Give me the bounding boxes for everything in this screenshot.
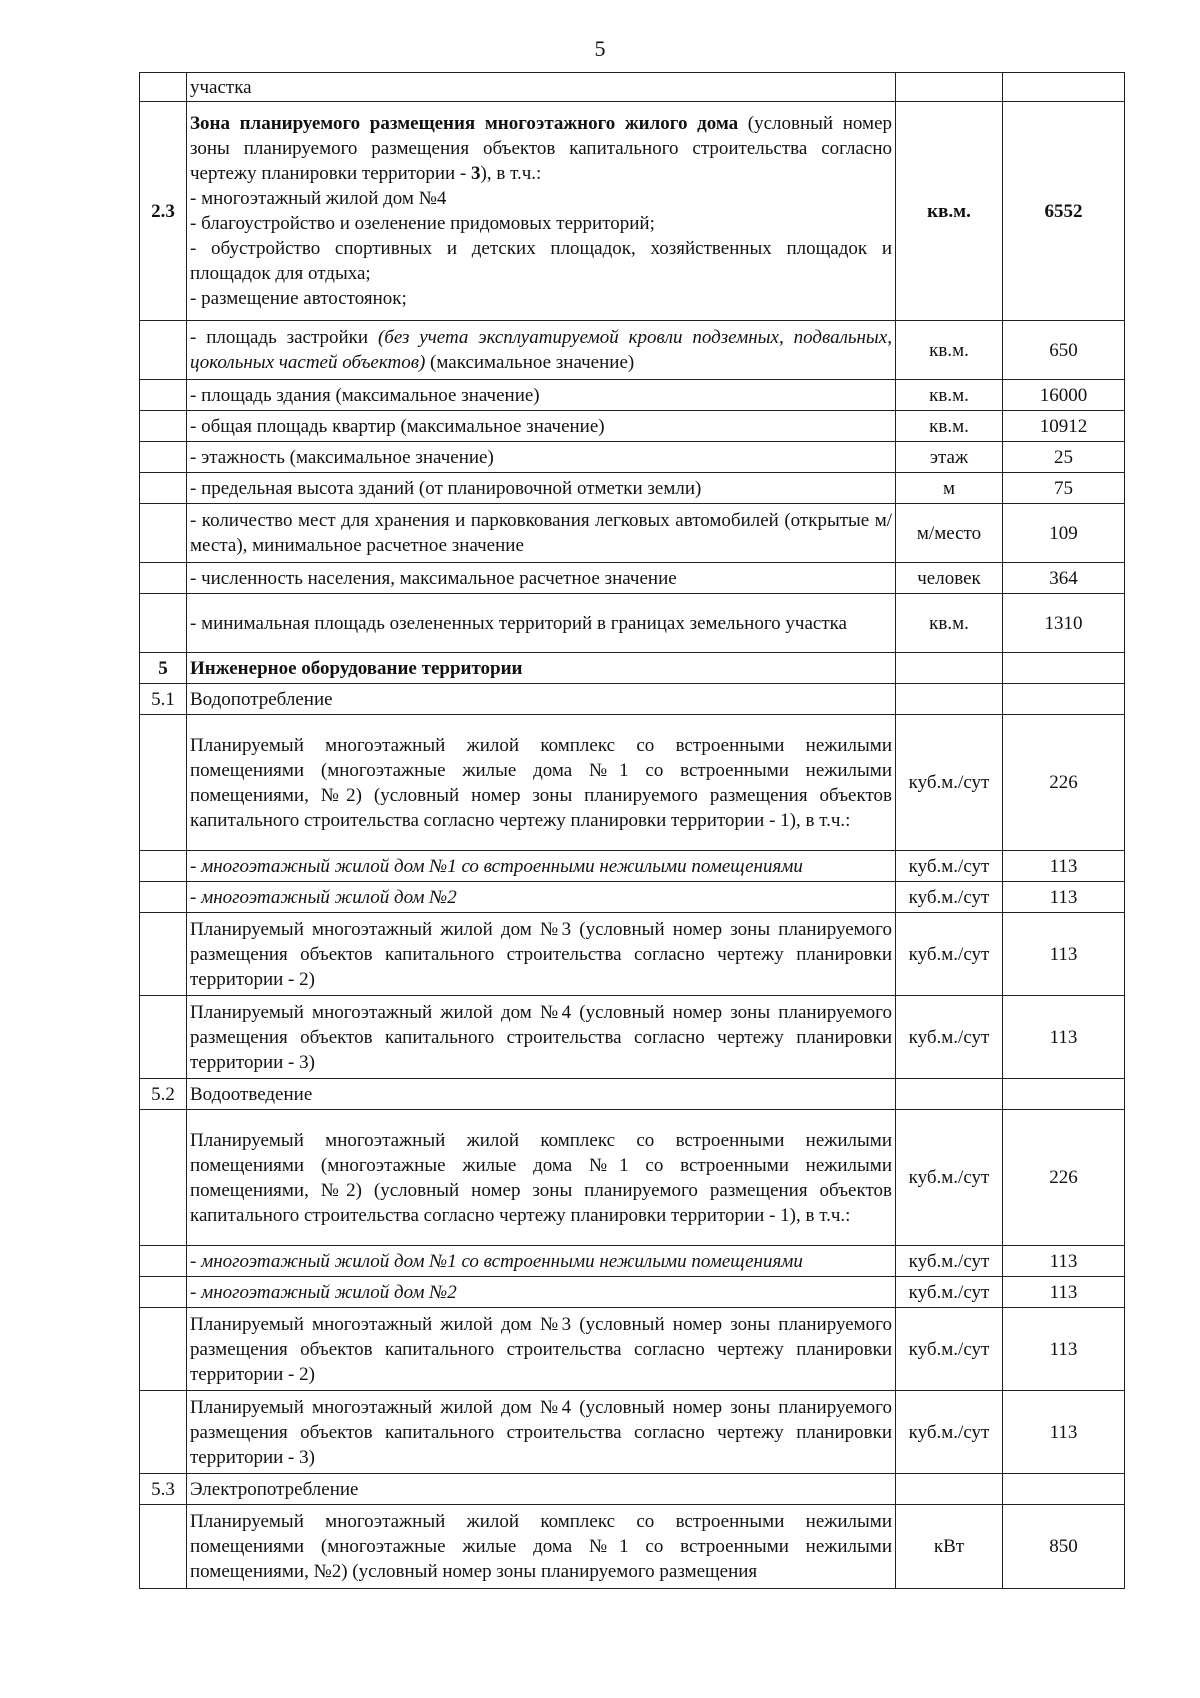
row-name-cell: участка <box>187 73 896 102</box>
row-unit-cell: куб.м./сут <box>896 1246 1003 1277</box>
row-number-cell <box>140 321 187 380</box>
row-value-cell: 226 <box>1003 715 1125 851</box>
table-row <box>140 996 1125 1079</box>
table-row <box>140 1308 1125 1391</box>
table-row <box>140 442 1125 473</box>
row-number-cell <box>140 715 187 851</box>
row-value-cell: 113 <box>1003 1277 1125 1308</box>
row-number-cell <box>140 882 187 913</box>
row-number-cell <box>140 473 187 504</box>
row-unit-cell: куб.м./сут <box>896 913 1003 996</box>
row-name-cell: - многоэтажный жилой дом №2 <box>187 882 896 913</box>
row-name-cell: Планируемый многоэтажный жилой дом №3 (условный номер зоны планируемого размещения объектов капитального строительства согласно чертежу планировки территории - 2) <box>187 913 896 996</box>
row-name-cell: - многоэтажный жилой дом №1 со встроенными нежилыми помещениями <box>187 1246 896 1277</box>
row-name-cell <box>187 321 896 380</box>
table-row <box>140 1277 1125 1308</box>
row-name-cell: - минимальная площадь озелененных территорий в границах земельного участка <box>187 594 896 653</box>
row-unit-cell: куб.м./сут <box>896 715 1003 851</box>
row-unit-cell: кв.м. <box>896 102 1003 321</box>
row-value-cell: 113 <box>1003 1246 1125 1277</box>
row-value-cell <box>1003 73 1125 102</box>
row-unit-cell: кв.м. <box>896 411 1003 442</box>
row-number-cell <box>140 1110 187 1246</box>
row-value-cell: 113 <box>1003 913 1125 996</box>
row-number-cell <box>140 851 187 882</box>
row-unit-cell: кВт <box>896 1505 1003 1589</box>
row-unit-cell <box>896 1474 1003 1505</box>
section-title-cell: Инженерное оборудование территории <box>187 653 896 684</box>
row-name-cell: - этажность (максимальное значение) <box>187 442 896 473</box>
row-number-cell <box>140 73 187 102</box>
table-row <box>140 504 1125 563</box>
row-number-cell <box>140 1391 187 1474</box>
zone-item: - благоустройство и озеленение придомовых территорий; <box>190 213 655 234</box>
subsection-number-cell: 5.2 <box>140 1079 187 1110</box>
row-number-cell <box>140 1308 187 1391</box>
section-row <box>140 653 1125 684</box>
table-row <box>140 1505 1125 1589</box>
row-value-cell: 16000 <box>1003 380 1125 411</box>
row-name-cell: - многоэтажный жилой дом №1 со встроенными нежилыми помещениями <box>187 851 896 882</box>
row-number-cell <box>140 563 187 594</box>
table-row <box>140 73 1125 102</box>
row-name-cell: Планируемый многоэтажный жилой дом №3 (условный номер зоны планируемого размещения объектов капитального строительства согласно чертежу планировки территории - 2) <box>187 1308 896 1391</box>
table-row <box>140 594 1125 653</box>
row-number-cell <box>140 380 187 411</box>
zone-title-tail: ), в т.ч.: <box>480 163 542 184</box>
table-row <box>140 102 1125 321</box>
subsection-title-cell: Электропотребление <box>187 1474 896 1505</box>
row-name-cell <box>187 102 896 321</box>
table-row <box>140 1246 1125 1277</box>
row-number-cell: 2.3 <box>140 102 187 321</box>
table-row <box>140 715 1125 851</box>
page-number: 5 <box>594 36 606 61</box>
row-unit-cell: кв.м. <box>896 380 1003 411</box>
zone-item: - обустройство спортивных и детских площадок, хозяйственных площадок и площадок для отдыха; <box>190 238 892 284</box>
row-unit-cell: кв.м. <box>896 321 1003 380</box>
row-value-cell: 113 <box>1003 851 1125 882</box>
row-value-cell <box>1003 1474 1125 1505</box>
row-name-pre: - площадь застройки <box>190 327 378 348</box>
table-row <box>140 851 1125 882</box>
row-value-cell <box>1003 653 1125 684</box>
table-row <box>140 1110 1125 1246</box>
row-value-cell: 113 <box>1003 1308 1125 1391</box>
row-name-cell: - количество мест для хранения и парковкования легковых автомобилей (открытые м/места), минимальное расчетное значение <box>187 504 896 563</box>
table-row <box>140 380 1125 411</box>
row-name-cell: Планируемый многоэтажный жилой дом №4 (условный номер зоны планируемого размещения объектов капитального строительства согласно чертежу планировки территории - 3) <box>187 996 896 1079</box>
row-name-cell: Планируемый многоэтажный жилой комплекс со встроенными нежилыми помещениями (многоэтажные жилые дома №1 со встроенными нежилыми помещениями, №2) (условный номер зоны планируемого размещения объектов капитального строительства согласно чертежу планировки территории - 1), в т.ч.: <box>187 715 896 851</box>
row-unit-cell: куб.м./сут <box>896 1277 1003 1308</box>
zone-title-number: 3 <box>471 163 481 184</box>
row-unit-cell <box>896 73 1003 102</box>
row-value-cell: 364 <box>1003 563 1125 594</box>
row-name-cell: - общая площадь квартир (максимальное значение) <box>187 411 896 442</box>
parameters-table <box>139 72 1125 1589</box>
subsection-number-cell: 5.3 <box>140 1474 187 1505</box>
row-unit-cell <box>896 653 1003 684</box>
subsection-number-cell: 5.1 <box>140 684 187 715</box>
row-name-post: (максимальное значение) <box>425 352 635 373</box>
row-unit-cell <box>896 684 1003 715</box>
row-unit-cell: куб.м./сут <box>896 1308 1003 1391</box>
table-row <box>140 1391 1125 1474</box>
row-number-cell <box>140 996 187 1079</box>
table-row <box>140 913 1125 996</box>
row-name-cell: - предельная высота зданий (от планировочной отметки земли) <box>187 473 896 504</box>
row-value-cell <box>1003 1079 1125 1110</box>
table-row <box>140 563 1125 594</box>
row-name-cell: - площадь здания (максимальное значение) <box>187 380 896 411</box>
row-unit-cell: человек <box>896 563 1003 594</box>
row-unit-cell: куб.м./сут <box>896 882 1003 913</box>
subsection-row <box>140 684 1125 715</box>
row-name-cell: Планируемый многоэтажный жилой дом №4 (условный номер зоны планируемого размещения объектов капитального строительства согласно чертежу планировки территории - 3) <box>187 1391 896 1474</box>
row-unit-cell: куб.м./сут <box>896 1391 1003 1474</box>
row-unit-cell: м <box>896 473 1003 504</box>
row-number-cell <box>140 913 187 996</box>
row-value-cell: 10912 <box>1003 411 1125 442</box>
row-unit-cell: м/место <box>896 504 1003 563</box>
row-unit-cell: этаж <box>896 442 1003 473</box>
table-row <box>140 882 1125 913</box>
row-unit-cell: куб.м./сут <box>896 851 1003 882</box>
subsection-row <box>140 1079 1125 1110</box>
row-name-cell: Планируемый многоэтажный жилой комплекс со встроенными нежилыми помещениями (многоэтажные жилые дома №1 со встроенными нежилыми помещениями, №2) (условный номер зоны планируемого размещения <box>187 1505 896 1589</box>
subsection-row <box>140 1474 1125 1505</box>
row-number-cell <box>140 442 187 473</box>
row-value-cell: 850 <box>1003 1505 1125 1589</box>
zone-item: - размещение автостоянок; <box>190 288 407 309</box>
row-name-cell: - численность населения, максимальное расчетное значение <box>187 563 896 594</box>
subsection-title-cell: Водопотребление <box>187 684 896 715</box>
zone-title-bold: Зона планируемого размещения многоэтажного жилого дома <box>190 113 739 134</box>
row-name-italic: (без учета эксплуатируемой кровли подземных, подвальных, цокольных частей объектов) <box>190 327 892 373</box>
row-number-cell <box>140 594 187 653</box>
row-value-cell: 25 <box>1003 442 1125 473</box>
row-value-cell <box>1003 684 1125 715</box>
row-number-cell <box>140 1277 187 1308</box>
subsection-title-cell: Водоотведение <box>187 1079 896 1110</box>
zone-title <box>190 113 892 184</box>
row-number-cell <box>140 1505 187 1589</box>
row-unit-cell: куб.м./сут <box>896 1110 1003 1246</box>
row-value-cell: 109 <box>1003 504 1125 563</box>
row-number-cell <box>140 1246 187 1277</box>
row-value-cell: 226 <box>1003 1110 1125 1246</box>
row-value-cell: 75 <box>1003 473 1125 504</box>
row-unit-cell: кв.м. <box>896 594 1003 653</box>
row-value-cell: 1310 <box>1003 594 1125 653</box>
zone-item: - многоэтажный жилой дом №4 <box>190 188 447 209</box>
table-row <box>140 411 1125 442</box>
row-value-cell: 113 <box>1003 882 1125 913</box>
row-number-cell <box>140 411 187 442</box>
table-row <box>140 321 1125 380</box>
row-value-cell: 6552 <box>1003 102 1125 321</box>
zone-title-rest: (условный номер зоны планируемого размещения объектов капитального строительства согласно чертежу планировки территории - <box>190 113 893 184</box>
row-value-cell: 113 <box>1003 996 1125 1079</box>
section-number-cell: 5 <box>140 653 187 684</box>
row-value-cell: 650 <box>1003 321 1125 380</box>
row-name-cell: Планируемый многоэтажный жилой комплекс со встроенными нежилыми помещениями (многоэтажные жилые дома №1 со встроенными нежилыми помещениями, №2) (условный номер зоны планируемого размещения объектов капитального строительства согласно чертежу планировки территории - 1), в т.ч.: <box>187 1110 896 1246</box>
row-unit-cell <box>896 1079 1003 1110</box>
row-number-cell <box>140 504 187 563</box>
row-value-cell: 113 <box>1003 1391 1125 1474</box>
row-name-cell: - многоэтажный жилой дом №2 <box>187 1277 896 1308</box>
table-row <box>140 473 1125 504</box>
row-unit-cell: куб.м./сут <box>896 996 1003 1079</box>
